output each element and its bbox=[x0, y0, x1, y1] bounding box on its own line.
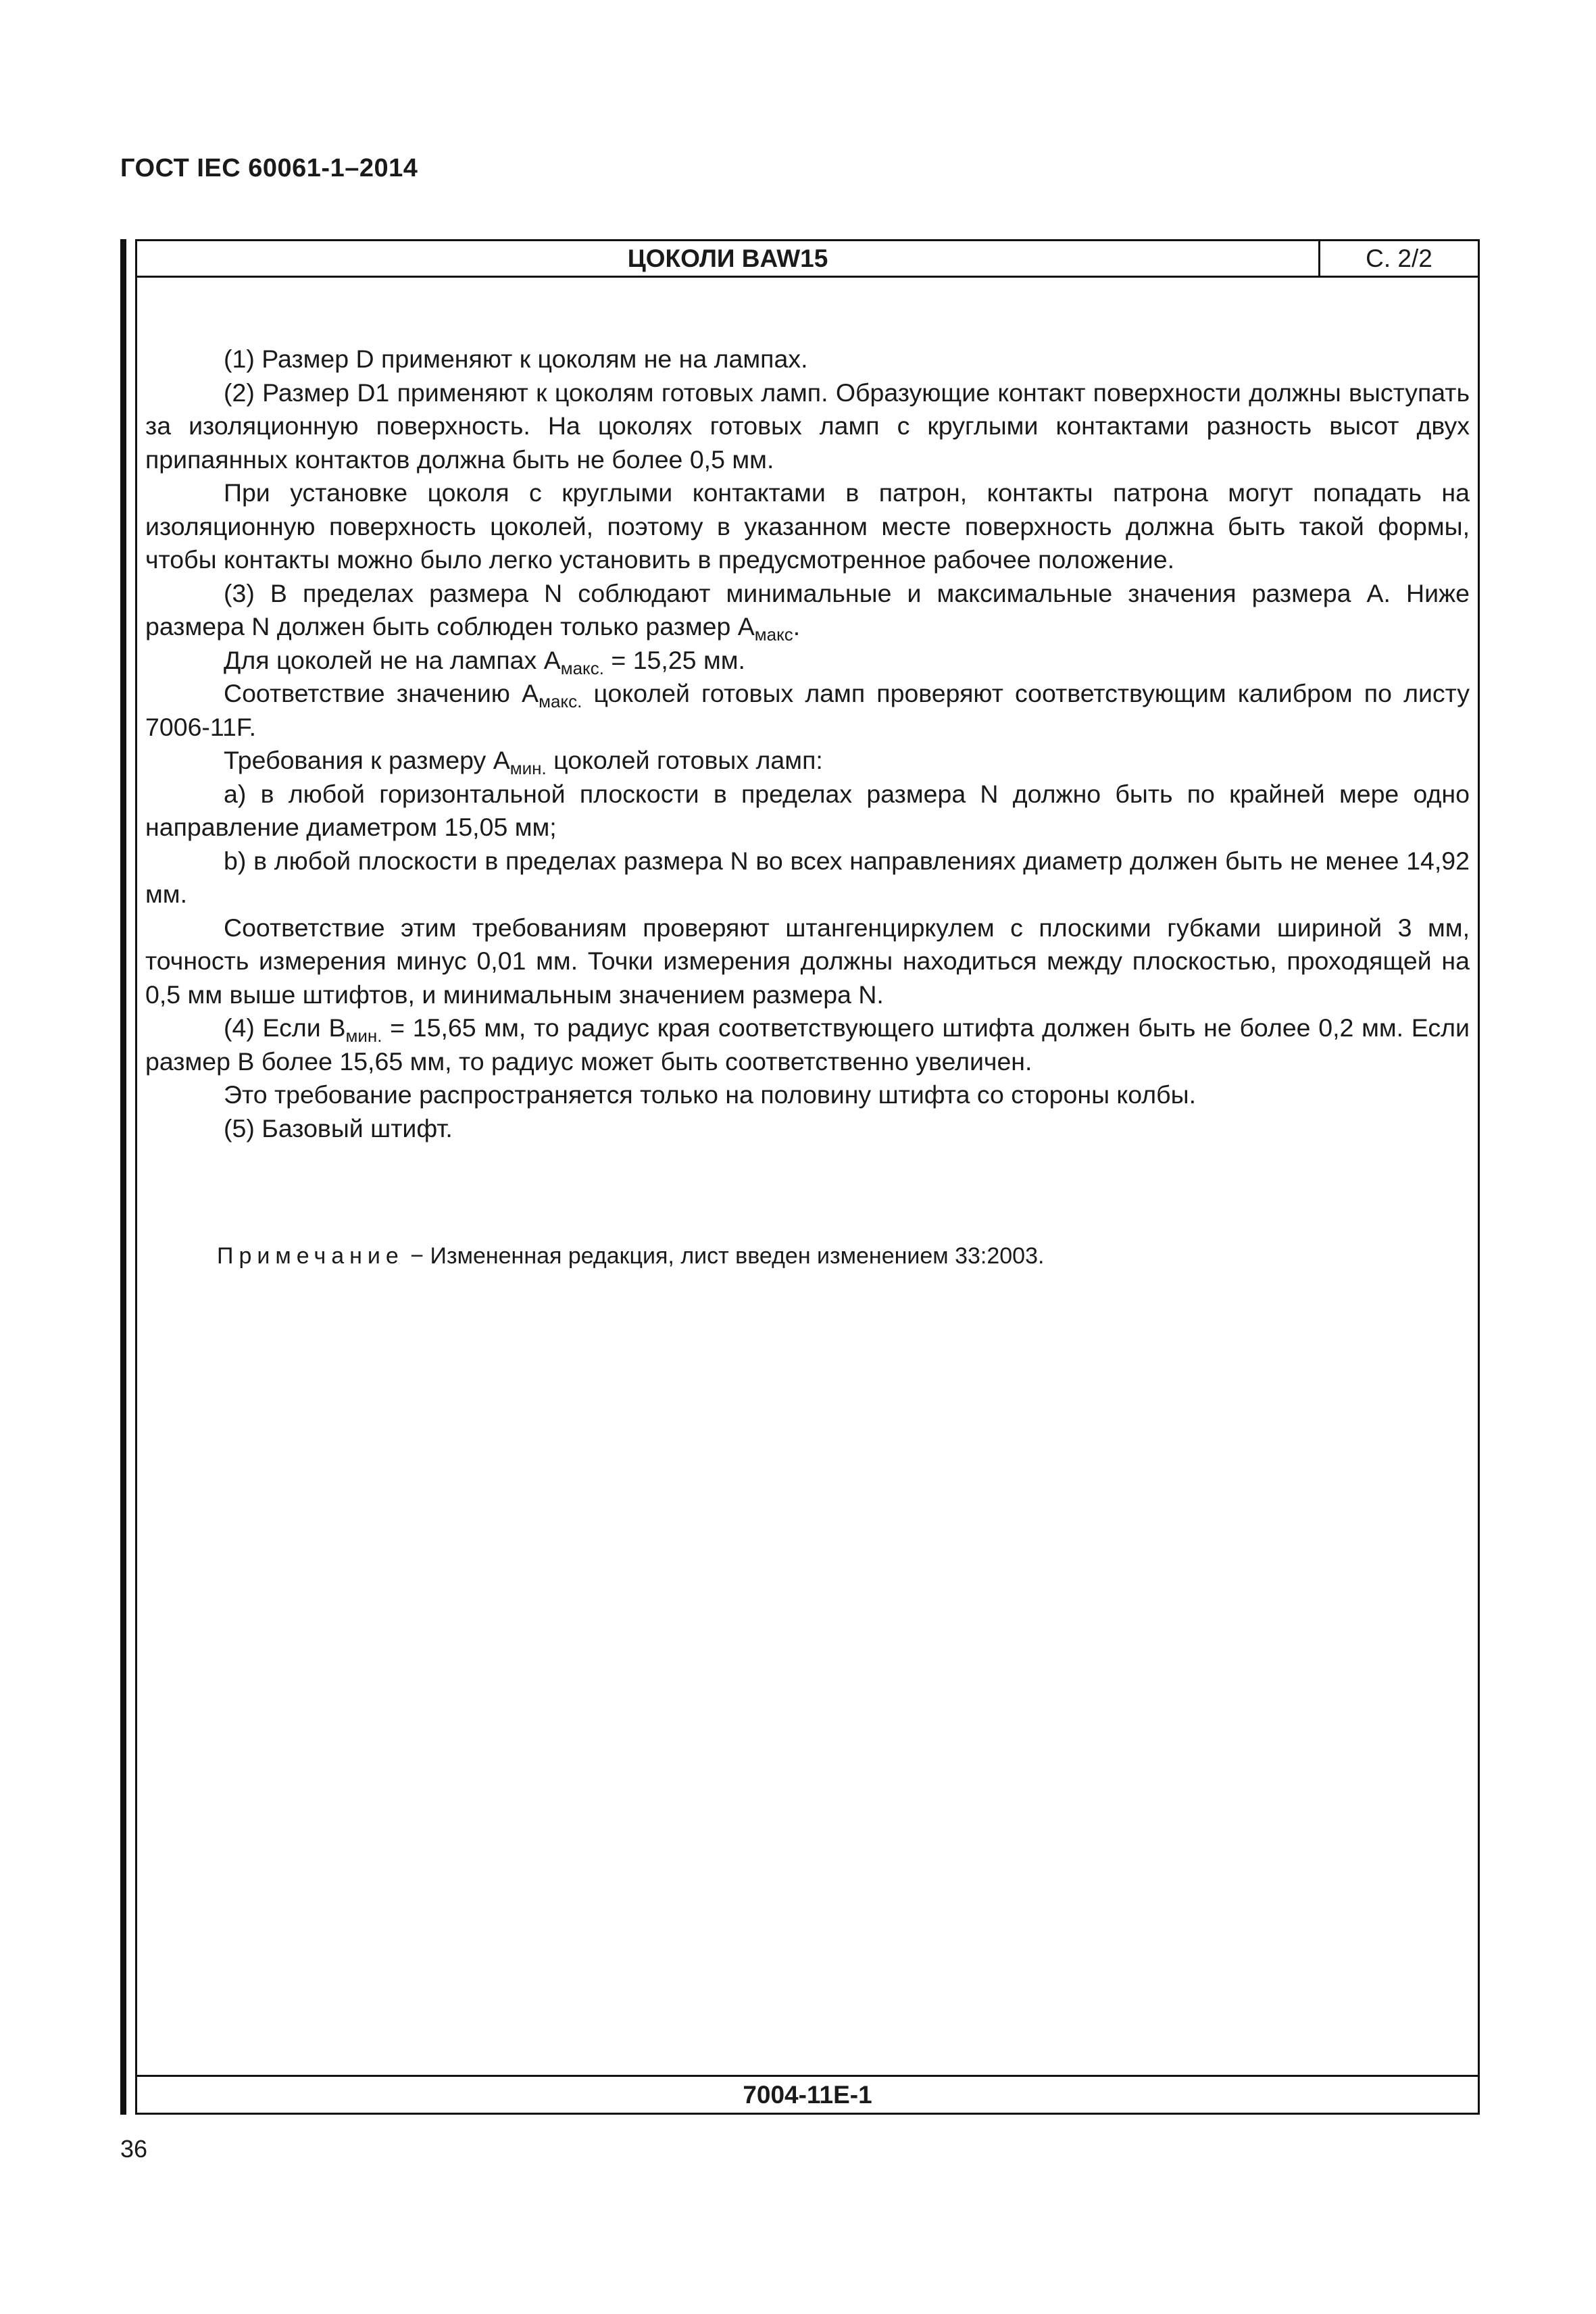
paragraph: b) в любой плоскости в пределах размера N во всех направлениях диаметр должен быть не менее 14,92 мм. bbox=[145, 846, 1470, 908]
paragraph: Соответствие этим требованиям проверяют штангенциркулем с плоскими губками шириной 3 мм, точность измерения минус 0,01 мм. Точки измерения должны находиться между плоскостью, проходящей на 0,5 мм выше штифтов, и минимальным значением размера N. bbox=[145, 913, 1470, 1009]
paragraph: (3) В пределах размера N соблюдают минимальные и максимальные значения размера А. Ниже размера N должен быть соблюден только размер $А_{макс}$. bbox=[145, 578, 1470, 645]
sheet-page-indicator: С. 2/2 bbox=[1366, 245, 1432, 272]
paragraph: (2) Размер D1 применяют к цоколям готовых ламп. Образующие контакт поверхности должны выступать за изоляционную поверхность. На цоколях готовых ламп с круглыми контактами разность высот двух припаянных контактов должна быть не более 0,5 мм. bbox=[145, 378, 1470, 474]
note-text: − Измененная редакция, лист введен изменением 33:2003. bbox=[403, 1243, 1045, 1269]
subscript: макс bbox=[754, 624, 793, 645]
subscript: макс. bbox=[539, 691, 582, 711]
note bbox=[217, 1241, 1044, 1271]
paragraph: Это требование распространяется только на половину штифта со стороны колбы. bbox=[224, 1080, 1197, 1109]
standard-header: ГОСТ IEC 60061-1–2014 bbox=[120, 154, 418, 182]
margin-bar bbox=[120, 239, 126, 2115]
note-label: Примечание bbox=[217, 1243, 404, 1269]
paragraph: Для цоколей не на лампах $А_{макс.} = 15,25$ мм. bbox=[224, 645, 745, 678]
paragraph: Требования к размеру $А_{мин.}$ цоколей готовых ламп: bbox=[224, 746, 823, 778]
sheet-code: 7004-11E-1 bbox=[137, 2075, 1478, 2113]
page-number: 36 bbox=[120, 2135, 148, 2163]
sheet-title-row bbox=[137, 241, 1478, 278]
sheet-title: ЦОКОЛИ BAW15 bbox=[627, 245, 828, 272]
subscript: мин. bbox=[345, 1026, 382, 1046]
paragraph: (1) Размер D применяют к цоколям не на лампах. bbox=[224, 345, 808, 373]
paragraph: (5) Базовый штифт. bbox=[224, 1113, 453, 1142]
paragraph: При установке цоколя с круглыми контактами в патрон, контакты патрона могут попадать на изоляционную поверхность цоколей, поэтому в указанном месте поверхность должна быть такой формы, чтобы контакты можно было легко установить в предусмотренное рабочее положение. bbox=[145, 478, 1470, 574]
sheet-frame bbox=[135, 239, 1480, 2115]
paragraph: a) в любой горизонтальной плоскости в пределах размера N должно быть по крайней мере одно направление диаметром 15,05 мм; bbox=[145, 779, 1470, 841]
subscript: мин. bbox=[509, 758, 547, 778]
paragraph: Соответствие значению $А_{макс.}$ цоколей готовых ламп проверяют соответствующим калибром по листу 7006-11F. bbox=[145, 679, 1470, 741]
subscript: макс. bbox=[560, 657, 604, 678]
paragraph: (4) Если $В_{мин.} = 15,65$ мм, то радиус края соответствующего штифта должен быть не более 0,2 мм. Если размер В более 15,65 мм, то радиус может быть соответственно увеличен. bbox=[145, 1013, 1470, 1076]
sheet-body bbox=[137, 343, 1478, 1145]
